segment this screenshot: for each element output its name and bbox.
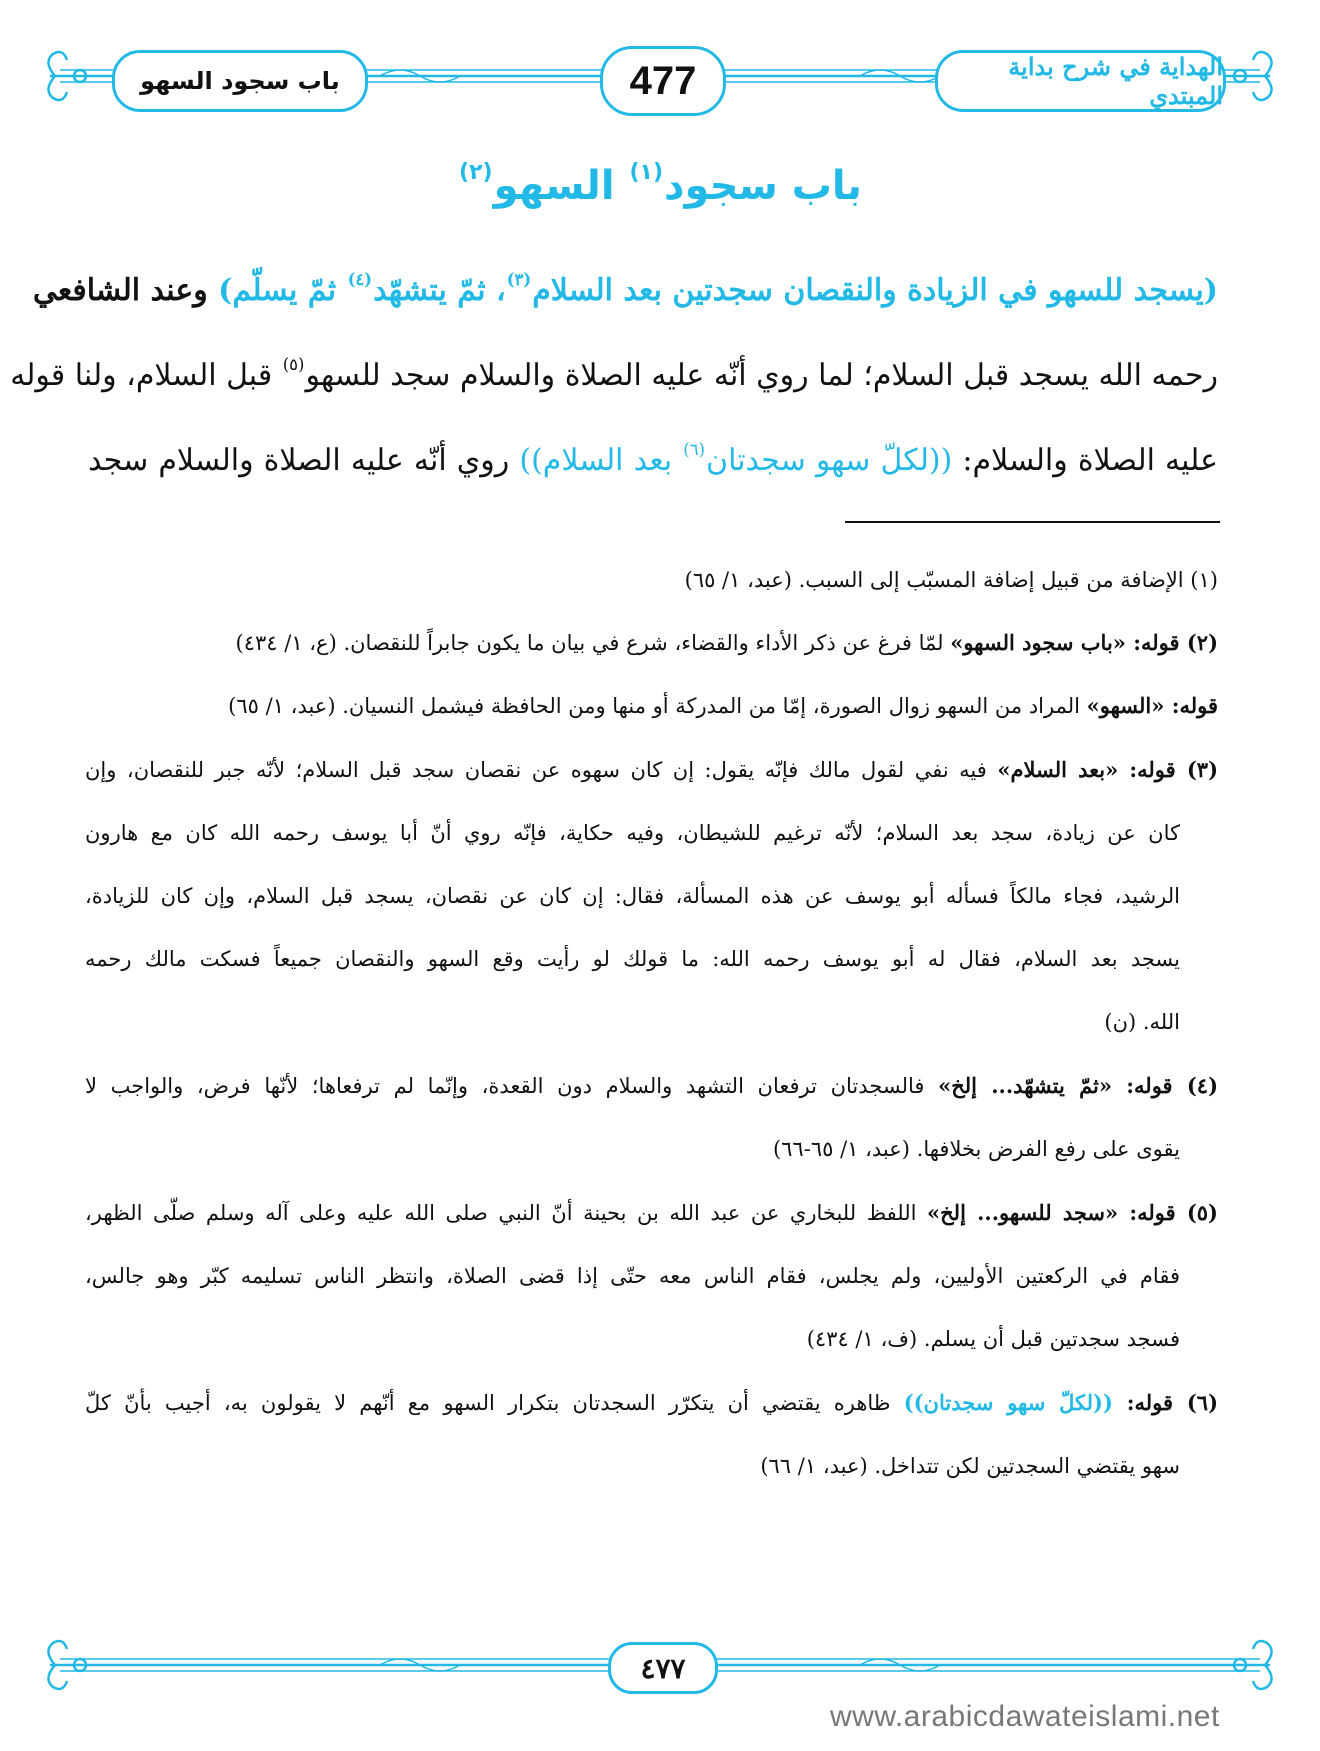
footnote-text: كان عن زيادة، سجد بعد السلام؛ لأنّه ترغيم للشيطان، وفيه حكاية، فإنّه روي أنّ أبا يوسف رحمه الله كان مع هارون xyxy=(85,821,1180,845)
footnote-3-line-3 xyxy=(85,876,1180,916)
footer-page-number-box xyxy=(608,1642,718,1694)
footnote-1 xyxy=(300,560,1218,600)
main-text-line-3 xyxy=(88,425,1218,486)
footnote-text: فالسجدتان ترفعان التشهد والسلام دون القعدة، وإنّما لم ترفعاها؛ لأنّها فرض، والواجب لا xyxy=(85,1074,939,1098)
footnote-text: يقوى على رفع الفرض بخلافها. (عبد، ١/ ٦٥-٦٦) xyxy=(772,1137,1180,1161)
footnote-text: سهو يقتضي السجدتين لكن تتداخل. (عبد، ١/ ٦٦) xyxy=(760,1454,1180,1478)
footnote-text: يسجد بعد السلام، فقال له أبو يوسف رحمه الله: ما قولك لو رأيت وقع السهو والنقصان جميعاً فسكت مالك رحمه xyxy=(85,947,1180,971)
header-page-number: 477 xyxy=(629,58,697,103)
website-watermark: www.arabicdawateislami.net xyxy=(830,1700,1220,1733)
footnote-text: فقام في الركعتين الأوليين، ولم يجلس، فقام الناس معه حتّى إذا قضى الصلاة، وانتظر الناس تسليمه كبّر وهو جالس، xyxy=(85,1264,1180,1288)
footnote-ref-6: (٦) xyxy=(683,440,706,459)
sharh-text: عليه الصلاة والسلام: xyxy=(952,442,1219,478)
footnote-3-line-2 xyxy=(85,813,1180,853)
page-header xyxy=(0,0,1320,140)
footnote-text: لمّا فرغ عن ذكر الأداء والقضاء، شرع في بيان ما يكون جابراً للنقصان. (ع، ١/ ٤٣٤) xyxy=(235,631,951,655)
footnote-text: اللفظ للبخاري عن عبد الله بن بحينة أنّ النبي صلى الله عليه وعلى آله وسلم صلّى الظهر، xyxy=(85,1201,927,1225)
footnote-ref-1: (١) xyxy=(629,160,664,185)
footnote-text: الرشيد، فجاء مالكاً فسأله أبو يوسف عن هذه المسألة، فقال: إن كان عن نقصان، يسجد قبل السلام، وإن كان للزيادة، xyxy=(85,884,1180,908)
footnote-quote: ((لكلّ سهو سجدتان)) xyxy=(903,1390,1113,1415)
footnote-text: (١) الإضافة من قبيل إضافة المسبّب إلى السبب. (عبد، ١/ ٦٥) xyxy=(684,568,1218,592)
footnote-ref-5: (٥) xyxy=(282,355,305,374)
footnote-label: (٥) قوله: «سجد للسهو... إلخ» xyxy=(927,1200,1218,1225)
footnote-label: (٦) قوله: xyxy=(1112,1390,1218,1415)
header-book-title-box xyxy=(935,50,1226,112)
footnote-ref-4: (٤) xyxy=(347,270,373,289)
hadith-quote: بعد السلام)) xyxy=(519,442,683,478)
footnote-label: (٤) قوله: «ثمّ يتشهّد... إلخ» xyxy=(938,1073,1219,1098)
footnote-3-line-4 xyxy=(85,939,1180,979)
footnote-6-line-2 xyxy=(640,1446,1180,1486)
sharh-text: رحمه الله يسجد قبل السلام؛ لما روي أنّه عليه الصلاة والسلام سجد للسهو xyxy=(305,357,1218,393)
footnote-4 xyxy=(85,1066,1218,1106)
chapter-title-part2: السهو xyxy=(493,162,629,209)
footnote-text: فسجد سجدتين قبل أن يسلم. (ف، ١/ ٤٣٤) xyxy=(806,1327,1180,1351)
footnote-separator xyxy=(845,521,1220,523)
footnote-text: المراد من السهو زوال الصورة، إمّا من المدركة أو منها ومن الحافظة فيشمل النسيان. (عبد، ١/ ٦٥) xyxy=(228,694,1087,718)
page-footer xyxy=(0,1630,1320,1751)
footnote-5 xyxy=(85,1193,1218,1233)
main-text-line-1 xyxy=(32,255,1218,316)
footnote-ref-2: (٢) xyxy=(459,160,493,185)
header-chapter-box xyxy=(112,50,368,112)
footnote-ref-3: (٣) xyxy=(506,270,532,289)
footnote-text: ظاهره يقتضي أن يتكرّر السجدتان بتكرار السهو مع أنّهم لا يقولون به، أجيب بأنّ كلّ xyxy=(85,1391,904,1415)
header-book-title: الهداية في شرح بداية المبتدي xyxy=(1008,52,1223,110)
footnote-3 xyxy=(85,750,1218,790)
footnote-6 xyxy=(85,1383,1218,1423)
matn-quote: ثمّ يسلّم) xyxy=(218,272,347,308)
hadith-quote: ((لكلّ سهو سجدتان xyxy=(706,442,953,478)
header-chapter-name: باب سجود السهو xyxy=(140,67,340,95)
sharh-text: قبل السلام، ولنا قوله xyxy=(10,357,282,393)
footnote-2-continued xyxy=(160,686,1218,726)
footnote-label: (٣) قوله: «بعد السلام» xyxy=(997,757,1219,782)
footnote-label: (٢) قوله: «باب سجود السهو» xyxy=(950,630,1218,655)
matn-quote: ، ثمّ يتشهّد xyxy=(373,272,506,308)
chapter-title xyxy=(0,160,1320,209)
footnote-3-line-5 xyxy=(1000,1002,1180,1042)
sharh-text: وعند الشافعي xyxy=(32,272,219,308)
header-page-number-box xyxy=(600,46,726,116)
footer-page-number: ٤٧٧ xyxy=(640,1651,686,1685)
footnote-label: قوله: «السهو» xyxy=(1086,693,1218,718)
footnote-5-line-3 xyxy=(700,1319,1180,1359)
footnote-text: فيه نفي لقول مالك فإنّه يقول: إن كان سهوه عن نقصان سجد قبل السلام؛ لأنّه جبر للنقصان، وإن xyxy=(85,758,998,782)
footnote-text: الله. (ن) xyxy=(1104,1010,1180,1034)
sharh-text: روي أنّه عليه الصلاة والسلام سجد xyxy=(88,442,520,478)
footnote-5-line-2 xyxy=(85,1256,1180,1296)
footnote-4-line-2 xyxy=(600,1129,1180,1169)
main-text-line-2 xyxy=(10,340,1218,401)
footnote-2 xyxy=(100,623,1218,663)
chapter-title-part1: باب سجود xyxy=(664,162,862,209)
matn-quote: (يسجد للسهو في الزيادة والنقصان سجدتين بعد السلام xyxy=(532,272,1218,308)
